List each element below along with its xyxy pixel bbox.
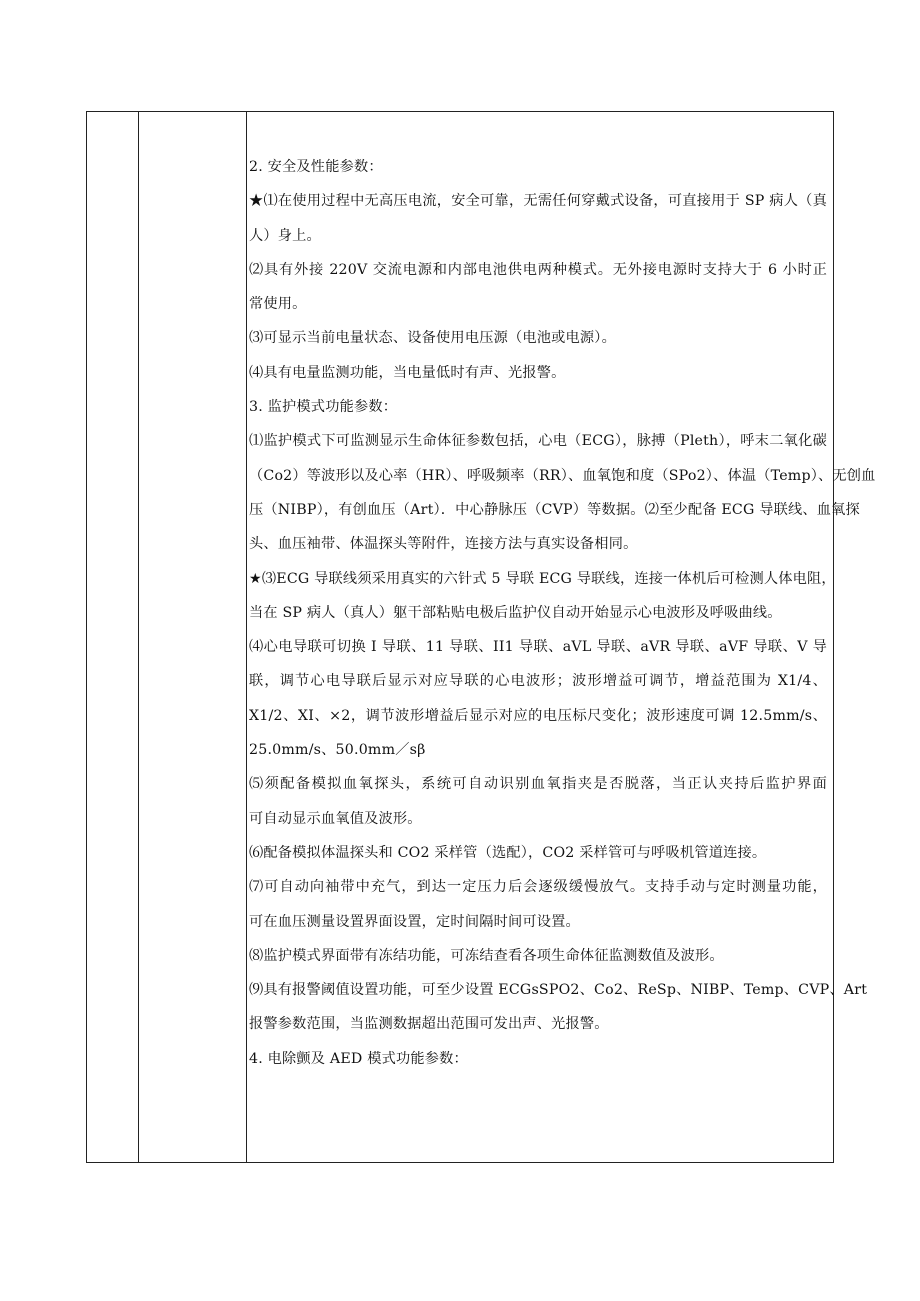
spec-line: 联，调节心电导联后显示对应导联的心电波形；波形增益可调节，增益范围为 X1/4、 <box>249 673 827 690</box>
spec-line: 2. 安全及性能参数： <box>249 159 383 175</box>
spec-line: 常使用。 <box>249 296 307 313</box>
spec-line: 可在血压测量设置界面设置，定时间隔时间可设置。 <box>249 913 580 930</box>
table-cell-index <box>87 112 139 1162</box>
spec-line: ★⑴在使用过程中无高压电流，安全可靠，无需任何穿戴式设备，可直接用于 SP 病人（真 <box>249 193 827 210</box>
spec-table <box>86 111 876 1163</box>
spec-line: 当在 SP 病人（真人）躯干部粘贴电极后监护仪自动开始显示心电波形及呼吸曲线。 <box>249 604 782 621</box>
spec-line: 可自动显示血氧值及波形。 <box>249 810 422 827</box>
spec-line: ⑵具有外接 220V 交流电源和内部电池供电两种模式。无外接电源时支持大于 6 小时正 <box>249 261 827 278</box>
spec-line: ⑸须配备模拟血氧探头，系统可自动识别血氧指夹是否脱落，当正认夹持后监护界面 <box>249 776 827 793</box>
spec-line: 报警参数范围，当监测数据超出范围可发出声、光报警。 <box>249 1016 609 1033</box>
spec-text-block <box>249 158 876 1084</box>
table-cell-item <box>139 112 247 1162</box>
spec-line: ⑼具有报警阈值设置功能，可至少设置 ECGsSPO2、Co2、ReSp、NIBP、Temp、CVP、Art <box>249 982 868 999</box>
spec-line: ⑷具有电量监测功能，当电量低时有声、光报警。 <box>249 364 566 381</box>
spec-line: ⑻监护模式界面带有冻结功能，可冻结查看各项生命体征监测数值及波形。 <box>249 947 724 964</box>
spec-line: 3. 监护模式功能参数： <box>249 399 398 416</box>
spec-line: 头、血压袖带、体温探头等附件，连接方法与真实设备相同。 <box>249 536 638 553</box>
spec-line: X1/2、XI、×2，调节波形增益后显示对应的电压标尺变化；波形速度可调 12.5mm/s、 <box>249 707 827 724</box>
spec-line: （Co2）等波形以及心率（HR）、呼吸频率（RR）、血氧饱和度（SPo2）、体温（Temp）、无创血 <box>249 467 876 484</box>
table-cell-content <box>247 112 876 1162</box>
spec-line: ⑷心电导联可切换 I 导联、11 导联、II1 导联、aVL 导联、aVR 导联、aVF 导联、V 导 <box>249 639 827 656</box>
spec-line: 压（NIBP），有创血压（Art）．中心静脉压（CVP）等数据。⑵至少配备 ECG 导联线、血氧探 <box>249 501 860 518</box>
spec-line: ★⑶ECG 导联线须采用真实的六针式 5 导联 ECG 导联线，连接一体机后可检测人体电阻， <box>249 570 836 587</box>
spec-line: 25.0mm/s、50.0mm／sβ <box>249 742 426 759</box>
spec-line: 4. 电除颤及 AED 模式功能参数： <box>249 1050 468 1067</box>
spec-line: ⑹配备模拟体温探头和 CO2 采样管（选配），CO2 采样管可与呼吸机管道连接。 <box>249 844 767 861</box>
spec-line: ⑶可显示当前电量状态、设备使用电压源（电池或电源）。 <box>249 330 616 347</box>
spec-line: ⑴监护模式下可监测显示生命体征参数包括，心电（ECG），脉搏（Pleth），呼末二氧化碳 <box>249 433 827 450</box>
spec-line: 人）身上。 <box>249 227 321 244</box>
spec-line: ⑺可自动向袖带中充气，到达一定压力后会逐级缓慢放气。支持手动与定时测量功能， <box>249 879 827 896</box>
